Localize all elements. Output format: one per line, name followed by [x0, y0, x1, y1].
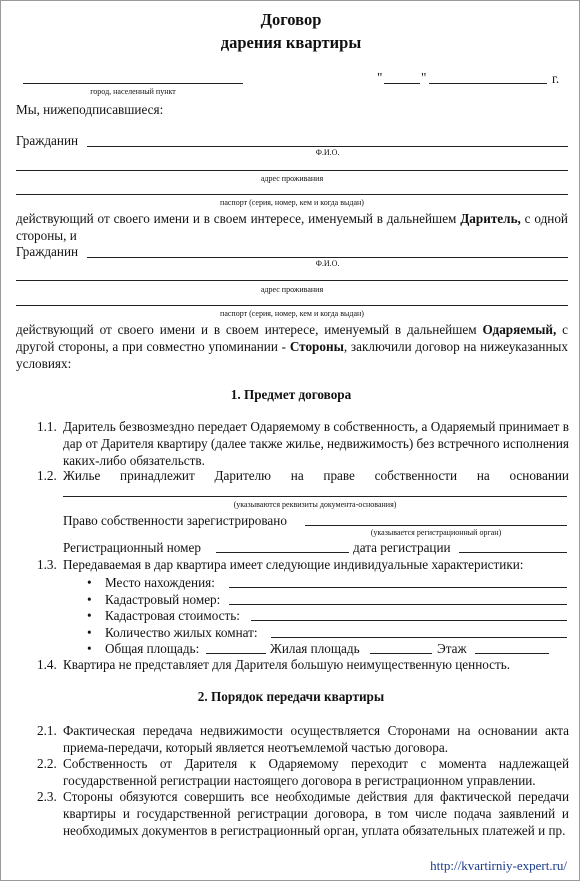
- doc-title-line2: дарения квартиры: [220, 33, 362, 52]
- characteristic-total-area-blank: [206, 653, 266, 654]
- registration-org-hint: (указывается регистрационный орган): [370, 528, 502, 537]
- citizen1-address-hint: адрес проживания: [260, 174, 324, 183]
- ownership-registered-label: Право собственности зарегистрировано: [63, 513, 287, 528]
- clause-2-2-text: Собственность от Дарителя к Одаряемому переходит с момента надлежащей государственной регистрации настоящего договора в регистрационном управлении.: [63, 756, 569, 788]
- citizen1-label: Гражданин: [16, 133, 79, 148]
- characteristic-cadastral-value-label: Кадастровая стоимость:: [105, 608, 240, 623]
- section2-heading: 2. Порядок передачи квартиры: [197, 689, 385, 704]
- party1-paragraph: действующий от своего имени и в своем интересе, именуемый в дальнейшем Даритель, с одной стороны, и: [16, 211, 568, 243]
- clause-1-3-text: Передаваемая в дар квартира имеет следующие индивидуальные характеристики:: [63, 557, 524, 572]
- section1-heading: 1. Предмет договора: [230, 387, 352, 402]
- characteristic-rooms-label: Количество жилых комнат:: [105, 625, 258, 640]
- registration-number-blank: [216, 552, 349, 553]
- characteristic-total-area-label: Общая площадь:: [105, 641, 200, 656]
- characteristic-cadastral-number-blank: [229, 604, 567, 605]
- characteristic-location-label: Место нахождения:: [105, 575, 215, 590]
- clause-1-1-text: Даритель безвозмездно передает Одаряемому в собственность, а Одаряемый принимает в дар от Дарителя квартиру (далее также жилье, недвижимость) без встречного исполнения каких-либо обязательств.: [63, 419, 569, 468]
- party2-paragraph: действующий от своего имени и в своем интересе, именуемый в дальнейшем Одаряемый, с другой стороны, а при совместно упоминании - Стороны, заключили договор на нижеуказанных условиях:: [16, 322, 568, 371]
- doc-title-line1: Договор: [260, 10, 322, 29]
- citizen1-passport-hint: паспорт (серия, номер, кем и когда выдан): [220, 198, 364, 207]
- date-quote-open: ": [377, 70, 383, 85]
- citizen2-address-hint: адрес проживания: [260, 285, 324, 294]
- characteristic-cadastral-number-label: Кадастровый номер:: [105, 592, 221, 607]
- basis-document-blank: [63, 496, 567, 497]
- clause-1-4-text: Квартира не представляет для Дарителя большую неимущественную ценность.: [63, 657, 511, 672]
- city-hint: город, населенный пункт: [90, 87, 176, 96]
- characteristic-location-blank: [229, 587, 567, 588]
- characteristic-rooms-blank: [271, 637, 567, 638]
- watermark-link[interactable]: http://kvartirniy-expert.ru/: [430, 858, 567, 873]
- characteristic-floor-label: Этаж: [437, 641, 467, 656]
- bullet-dot: •: [87, 575, 92, 590]
- characteristic-cadastral-value-blank: [251, 620, 567, 621]
- citizen1-address-blank: [16, 170, 568, 171]
- date-quote-close: ": [421, 70, 427, 85]
- city-blank: [23, 83, 243, 84]
- citizen2-passport-hint: паспорт (серия, номер, кем и когда выдан): [220, 309, 364, 318]
- registration-number-label: Регистрационный номер: [63, 540, 201, 555]
- characteristic-living-area-blank: [370, 653, 432, 654]
- clause-1-2-text: Жилье принадлежит Дарителю на праве собственности на основании: [63, 468, 569, 483]
- registration-date-blank: [459, 552, 567, 553]
- date-year-suffix: г.: [552, 71, 560, 86]
- citizen1-fio-hint: Ф.И.О.: [315, 148, 340, 157]
- bullet-dot: •: [87, 625, 92, 640]
- citizen2-passport-blank: [16, 305, 568, 306]
- clause-2-1-text: Фактическая передача недвижимости осуществляется Сторонами на основании акта приема-передачи, который является неотъемлемой частью договора.: [63, 723, 569, 755]
- basis-document-hint: (указываются реквизиты документа-основания): [233, 500, 397, 509]
- citizen1-fio-blank: [87, 146, 568, 147]
- clause-2-1-number: 2.1.: [37, 723, 57, 738]
- registration-date-label: дата регистрации: [353, 540, 451, 555]
- date-month-blank: [429, 83, 547, 84]
- registration-org-blank: [305, 525, 567, 526]
- bullet-dot: •: [87, 592, 92, 607]
- clause-1-3-number: 1.3.: [37, 557, 57, 572]
- date-day-blank: [384, 83, 420, 84]
- clause-2-2-number: 2.2.: [37, 756, 57, 771]
- clause-1-2-number: 1.2.: [37, 468, 57, 483]
- citizen1-passport-blank: [16, 194, 568, 195]
- citizen2-fio-blank: [87, 257, 568, 258]
- clause-2-3-text: Стороны обязуются совершить все необходимые действия для фактической передачи квартиры и государственной регистрации договора, в том числе подача заявлений и необходимых документов в регистрационный орган, уплата обязательных платежей и пр.: [63, 789, 569, 838]
- citizen2-fio-hint: Ф.И.О.: [315, 259, 340, 268]
- intro-text: Мы, нижеподписавшиеся:: [16, 102, 164, 117]
- bullet-dot: •: [87, 608, 92, 623]
- clause-2-3-number: 2.3.: [37, 789, 57, 804]
- clause-1-4-number: 1.4.: [37, 657, 57, 672]
- bullet-dot: •: [87, 641, 92, 656]
- citizen2-address-blank: [16, 280, 568, 281]
- clause-1-1-number: 1.1.: [37, 419, 57, 434]
- characteristic-living-area-label: Жилая площадь: [270, 641, 360, 656]
- characteristic-floor-blank: [475, 653, 549, 654]
- citizen2-label: Гражданин: [16, 244, 79, 259]
